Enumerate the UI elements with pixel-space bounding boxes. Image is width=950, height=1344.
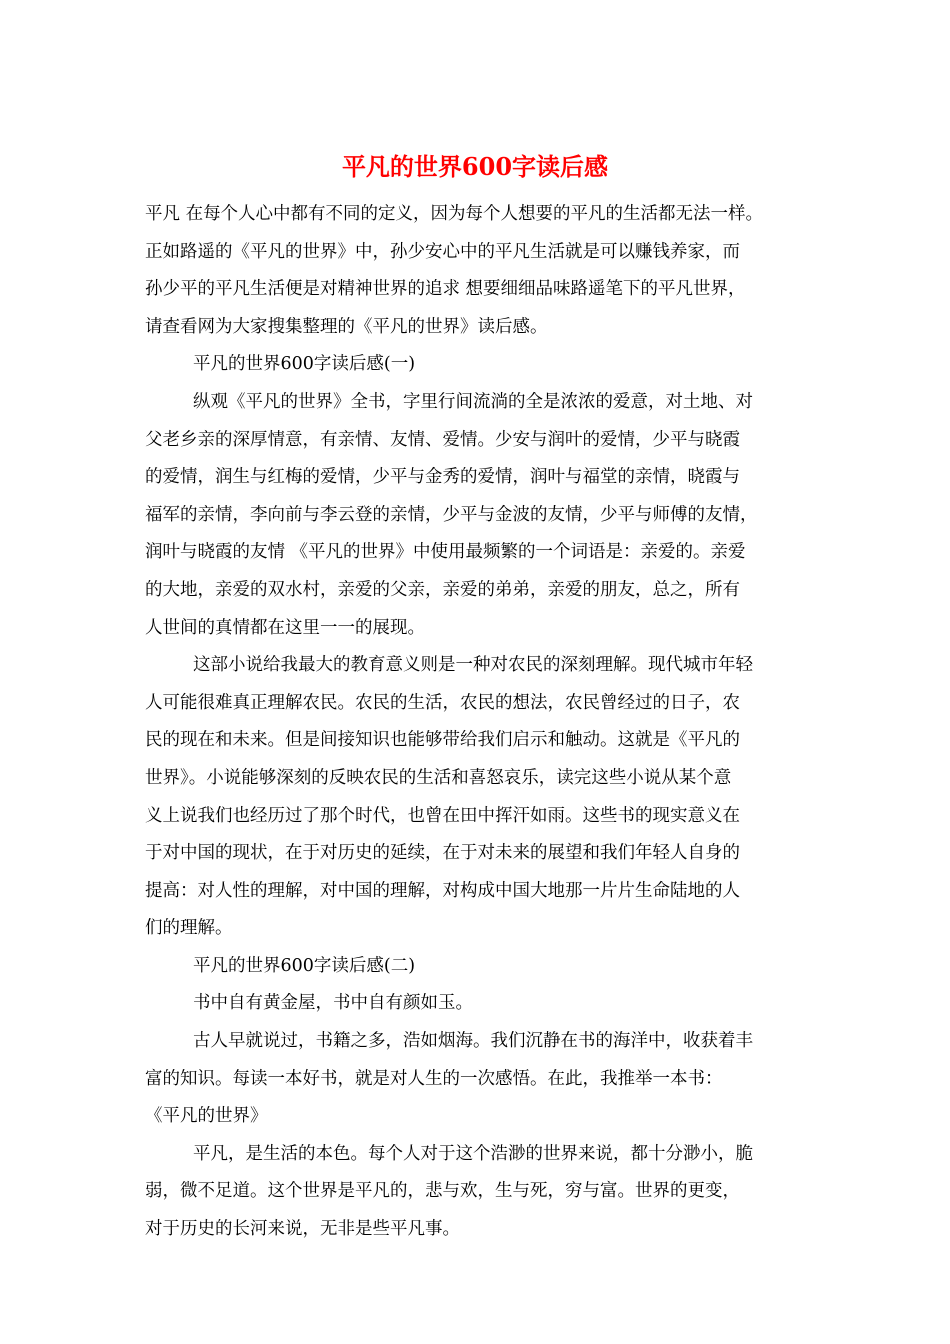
text-line: 平凡的世界600字读后感(一): [193, 354, 416, 375]
text-line: 这部小说给我最大的教育意义则是一种对农民的深刻理解。现代城市年轻: [193, 655, 753, 676]
text-line: 义上说我们也经历过了那个时代，也曾在田中挥汗如雨。这些书的现实意义在: [145, 805, 740, 826]
text-line: 正如路遥的《平凡的世界》中，孙少安心中的平凡生活就是可以赚钱养家，而: [145, 241, 740, 262]
text-line: 提高：对人性的理解，对中国的理解，对构成中国大地那一片片生命陆地的人: [145, 880, 740, 901]
text-line: 平凡的世界600字读后感(二): [193, 955, 416, 976]
text-line: 父老乡亲的深厚情意，有亲情、友情、爱情。少安与润叶的爱情，少平与晓霞: [145, 429, 740, 450]
text-line: 书中自有黄金屋，书中自有颜如玉。: [193, 993, 473, 1014]
text-line: 的爱情，润生与红梅的爱情，少平与金秀的爱情，润叶与福堂的亲情，晓霞与: [145, 467, 740, 488]
text-line: 孙少平的平凡生活便是对精神世界的追求 想要细细品味路遥笔下的平凡世界，: [145, 279, 746, 300]
text-line: 平凡，是生活的本色。每个人对于这个浩渺的世界来说，都十分渺小，脆: [193, 1143, 753, 1164]
text-line: 于对中国的现状，在于对历史的延续，在于对未来的展望和我们年轻人自身的: [145, 843, 740, 864]
text-line: 富的知识。每读一本好书，就是对人生的一次感悟。在此，我推举一本书：: [145, 1068, 723, 1089]
text-line: 古人早就说过，书籍之多，浩如烟海。我们沉静在书的海洋中，收获着丰: [193, 1031, 753, 1052]
text-line: 世界》。小说能够深刻的反映农民的生活和喜怒哀乐，读完这些小说从某个意: [145, 767, 732, 788]
text-line: 人世间的真情都在这里一一的展现。: [145, 617, 425, 638]
text-line: 的大地，亲爱的双水村，亲爱的父亲，亲爱的弟弟，亲爱的朋友，总之，所有: [145, 579, 740, 600]
text-line: 弱，微不足道。这个世界是平凡的，悲与欢，生与死，穷与富。世界的更变，: [145, 1181, 740, 1202]
document-body: [145, 196, 825, 1249]
text-line: 润叶与晓霞的友情 《平凡的世界》中使用最频繁的一个词语是：亲爱的。亲爱: [145, 542, 746, 563]
text-line: 人可能很难真正理解农民。农民的生活，农民的想法，农民曾经过的日子，农: [145, 692, 740, 713]
text-line: 对于历史的长河来说，无非是些平凡事。: [145, 1219, 460, 1240]
text-line: 请查看网为大家搜集整理的《平凡的世界》读后感。: [145, 316, 548, 337]
text-line: 纵观《平凡的世界》全书，字里行间流淌的全是浓浓的爱意，对土地、对: [193, 391, 753, 412]
text-line: 平凡 在每个人心中都有不同的定义，因为每个人想要的平凡的生活都无法一样。: [145, 204, 764, 224]
text-line: 福军的亲情，李向前与李云登的亲情，少平与金波的友情，少平与师傅的友情，: [145, 504, 758, 525]
document-title: 平凡的世界600字读后感: [341, 152, 609, 181]
text-line: 民的现在和未来。但是间接知识也能够带给我们启示和触动。这就是《平凡的: [145, 730, 740, 751]
text-line: 们的理解。: [145, 918, 233, 939]
text-line: 《平凡的世界》: [145, 1106, 268, 1127]
